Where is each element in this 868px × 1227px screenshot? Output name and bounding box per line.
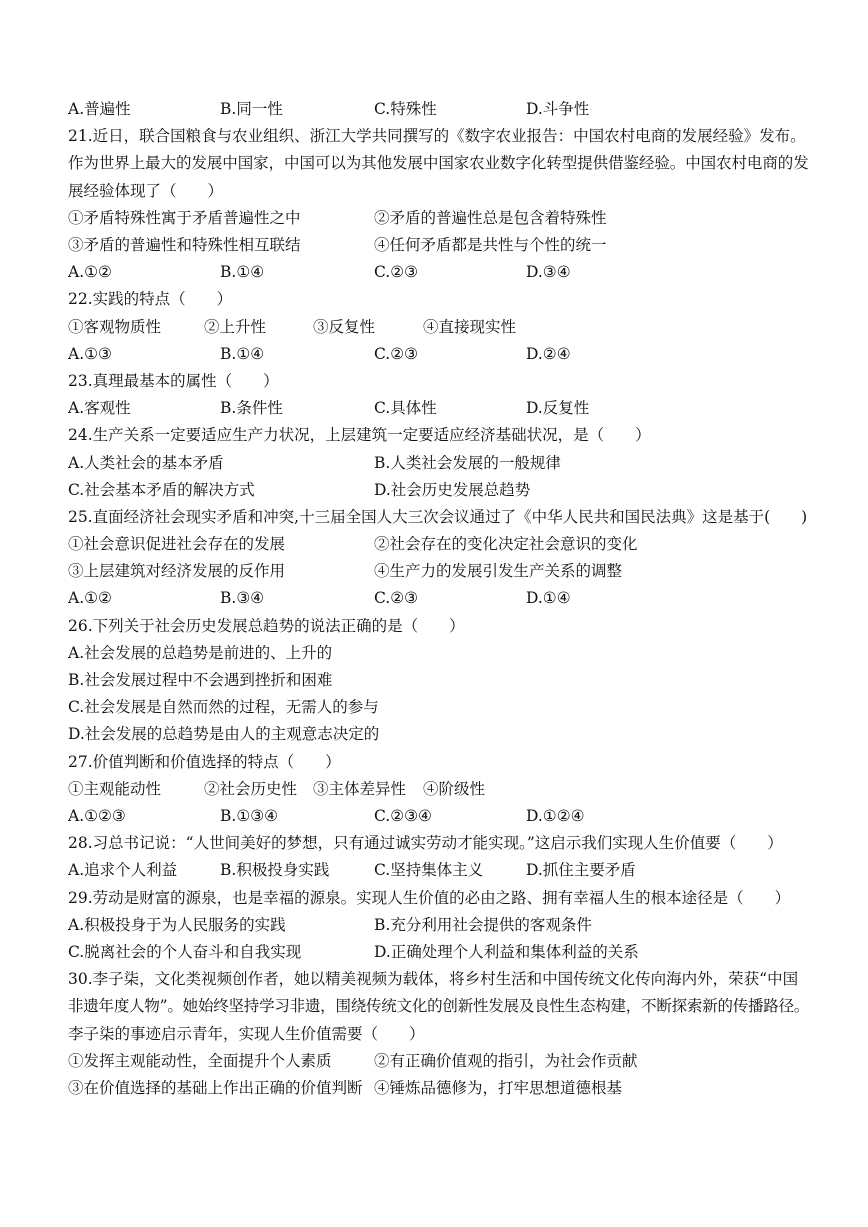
option-item: ④阶级性: [423, 779, 486, 798]
option-item: D.①②④: [526, 807, 585, 826]
option-item: ①矛盾特殊性寓于矛盾普遍性之中: [68, 208, 301, 227]
option-item: D.③④: [526, 263, 571, 282]
option-item: C.②③: [374, 344, 419, 363]
option-row: [68, 395, 808, 422]
option-row: [68, 531, 808, 558]
option-item: ④任何矛盾都是共性与个性的统一: [374, 235, 607, 254]
option-row: [68, 259, 808, 286]
text-line: 25.直面经济社会现实矛盾和冲突,十三届全国人大三次会议通过了《中华人民共和国民法典》这是基于( ): [68, 507, 808, 526]
option-item: ④直接现实性: [423, 317, 517, 336]
text-line: 29.劳动是财富的源泉，也是幸福的源泉。实现人生价值的必由之路、拥有幸福人生的根本途径是（ ）: [68, 888, 791, 907]
option-row: [68, 341, 808, 368]
option-row: [68, 558, 808, 585]
text-line: B.社会发展过程中不会遇到挫折和困难: [68, 671, 333, 690]
option-row: [68, 450, 808, 477]
option-item: B.③④: [220, 589, 265, 608]
option-item: ①社会意识促进社会存在的发展: [68, 535, 286, 554]
text-line: 李子柒的事迹启示青年，实现人生价值需要（ ）: [68, 1024, 425, 1043]
option-row: [68, 232, 808, 259]
option-item: ③主体差异性: [313, 779, 407, 798]
option-item: A.①②: [68, 589, 112, 608]
option-row: [68, 857, 808, 884]
option-row: [68, 939, 808, 966]
text-line: 28.习总书记说：“人世间美好的梦想，只有通过诚实劳动才能实现。”这启示我们实现人生价值要（ ）: [68, 834, 783, 853]
option-item: D.社会历史发展总趋势: [374, 480, 531, 499]
option-item: D.反复性: [526, 399, 590, 418]
option-item: ③矛盾的普遍性和特殊性相互联结: [68, 235, 301, 254]
option-item: B.①④: [220, 344, 265, 363]
text-line: 展经验体现了（ ）: [68, 181, 224, 200]
option-row: [68, 205, 808, 232]
text-line: 30.李子柒，文化类视频创作者，她以精美视频为载体，将乡村生活和中国传统文化传向海内外，荣获“中国: [68, 970, 799, 989]
text-line: C.社会发展是自然而然的过程，无需人的参与: [68, 698, 379, 717]
option-row: [68, 314, 808, 341]
option-item: ①客观物质性: [68, 317, 162, 336]
option-item: D.正确处理个人利益和集体利益的关系: [374, 943, 639, 962]
option-item: B.人类社会发展的一般规律: [374, 453, 561, 472]
text-line: 21.近日，联合国粮食与农业组织、浙江大学共同撰写的《数字农业报告：中国农村电商的发展经验》发布。: [68, 127, 806, 146]
option-item: D.斗争性: [526, 100, 590, 118]
option-item: C.②③: [374, 263, 419, 282]
text-line: A.社会发展的总趋势是前进的、上升的: [68, 643, 333, 662]
option-item: B.条件性: [220, 399, 283, 418]
option-item: A.①③: [68, 344, 112, 363]
text-line: 非遗年度人物”。她始终坚持学习非遗，围绕传统文化的创新性发展及良性生态构建，不断探索新的传播路径。: [68, 997, 810, 1016]
option-item: D.抓住主要矛盾: [526, 861, 636, 880]
option-item: ②矛盾的普遍性总是包含着特殊性: [374, 208, 607, 227]
option-item: B.①③④: [220, 807, 279, 826]
option-row: [68, 912, 808, 939]
option-item: ②社会历史性: [204, 779, 298, 798]
text-line: 22.实践的特点（ ）: [68, 290, 233, 309]
option-item: D.①④: [526, 589, 571, 608]
option-item: C.具体性: [374, 399, 437, 418]
option-row: [68, 803, 808, 830]
text-line: 作为世界上最大的发展中国家，中国可以为其他发展中国家农业数字化转型提供借鉴经验。中国农村电商的发: [68, 154, 809, 173]
option-item: B.积极投身实践: [220, 861, 330, 880]
option-item: ③反复性: [313, 317, 376, 336]
option-item: A.普遍性: [68, 100, 131, 118]
option-item: C.社会基本矛盾的解决方式: [68, 480, 255, 499]
option-row: [68, 776, 808, 803]
option-item: ④生产力的发展引发生产关系的调整: [374, 562, 623, 581]
option-item: ④锤炼品德修为，打牢思想道德根基: [374, 1079, 623, 1098]
option-item: D.②④: [526, 344, 571, 363]
text-line: 24.生产关系一定要适应生产力状况，上层建筑一定要适应经济基础状况，是（ ）: [68, 426, 651, 445]
option-item: A.追求个人利益: [68, 861, 178, 880]
option-item: A.①②: [68, 263, 112, 282]
option-item: B.同一性: [220, 100, 283, 118]
option-item: A.客观性: [68, 399, 131, 418]
option-item: C.特殊性: [374, 100, 437, 118]
option-row: [68, 477, 808, 504]
option-item: C.②③: [374, 589, 419, 608]
text-line: 26.下列关于社会历史发展总趋势的说法正确的是（ ）: [68, 616, 465, 635]
option-item: ①主观能动性: [68, 779, 162, 798]
option-item: ①发挥主观能动性，全面提升个人素质: [68, 1051, 332, 1070]
option-item: C.脱离社会的个人奋斗和自我实现: [68, 943, 302, 962]
question-list: [68, 96, 808, 1102]
text-line: 27.价值判断和价值选择的特点（ ）: [68, 752, 341, 771]
option-row: [68, 96, 808, 123]
option-item: ②上升性: [204, 317, 267, 336]
text-line: 23.真理最基本的属性（ ）: [68, 371, 279, 390]
text-line: D.社会发展的总趋势是由人的主观意志决定的: [68, 725, 380, 744]
option-item: ③上层建筑对经济发展的反作用: [68, 562, 286, 581]
option-item: ②有正确价值观的指引，为社会作贡献: [374, 1051, 638, 1070]
option-item: ③在价值选择的基础上作出正确的价值判断: [68, 1079, 363, 1098]
option-row: [68, 1075, 808, 1102]
option-item: A.人类社会的基本矛盾: [68, 453, 224, 472]
option-item: A.积极投身于为人民服务的实践: [68, 915, 286, 934]
option-item: A.①②③: [68, 807, 126, 826]
option-row: [68, 1048, 808, 1075]
option-row: [68, 585, 808, 612]
option-item: B.①④: [220, 263, 265, 282]
option-item: B.充分利用社会提供的客观条件: [374, 915, 592, 934]
option-item: ②社会存在的变化决定社会意识的变化: [374, 535, 638, 554]
option-item: C.坚持集体主义: [374, 861, 484, 880]
option-item: C.②③④: [374, 807, 432, 826]
